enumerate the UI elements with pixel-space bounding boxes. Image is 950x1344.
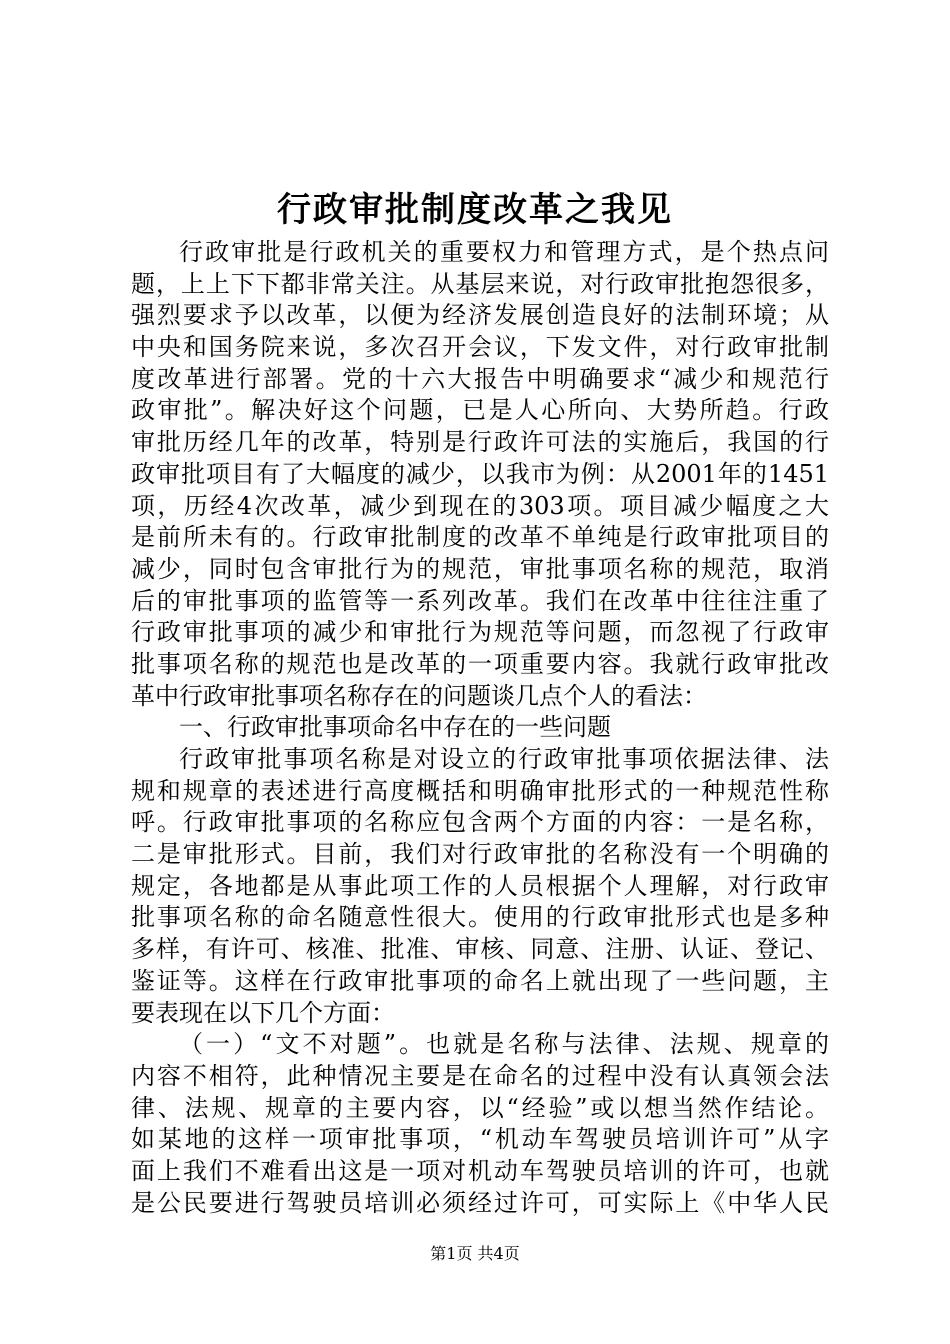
body-line: 规定，各地都是从事此项工作的人员根据个人理解，对行政审 xyxy=(131,871,829,900)
body-line: 后的审批事项的监管等一系列改革。我们在改革中往往注重了 xyxy=(131,586,829,615)
body-line: 如某地的这样一项审批事项，“机动车驾驶员培训许可”从字 xyxy=(131,1125,829,1154)
body-line: 批事项名称的命名随意性很大。使用的行政审批形式也是多种 xyxy=(131,903,829,932)
body-line: （一）“文不对题”。也就是名称与法律、法规、规章的 xyxy=(179,1030,829,1059)
page-footer: 第1页 共4页 xyxy=(430,1244,520,1263)
body-line: 内容不相符，此种情况主要是在命名的过程中没有认真领会法 xyxy=(131,1061,829,1090)
body-line: 要表现在以下几个方面： xyxy=(131,998,395,1027)
body-line: 律、法规、规章的主要内容，以“经验”或以想当然作结论。 xyxy=(131,1093,829,1122)
body-line: 中央和国务院来说，多次召开会议，下发文件，对行政审批制 xyxy=(131,333,829,362)
body-line: 政审批项目有了大幅度的减少，以我市为例：从2001年的1451 xyxy=(131,459,829,488)
body-line: 行政审批事项名称是对设立的行政审批事项依据法律、法 xyxy=(179,745,829,773)
body-line: 二是审批形式。目前，我们对行政审批的名称没有一个明确的 xyxy=(131,840,829,869)
document-body xyxy=(131,237,829,1219)
body-line: 多样，有许可、核准、批准、审核、同意、注册、认证、登记、 xyxy=(131,935,829,964)
body-line: 强烈要求予以改革，以便为经济发展创造良好的法制环境；从 xyxy=(131,301,829,330)
body-line: 鉴证等。这样在行政审批事项的命名上就出现了一些问题，主 xyxy=(131,966,829,995)
body-line: 减少，同时包含审批行为的规范，审批事项名称的规范，取消 xyxy=(131,554,829,583)
body-line: 项，历经4次改革，减少到现在的303项。项目减少幅度之大 xyxy=(131,491,829,520)
body-line: 是前所未有的。行政审批制度的改革不单纯是行政审批项目的 xyxy=(131,523,829,552)
body-line: 题，上上下下都非常关注。从基层来说，对行政审批抱怨很多， xyxy=(131,269,829,298)
body-line: 度改革进行部署。党的十六大报告中明确要求“减少和规范行 xyxy=(131,364,829,393)
body-line: 行政审批是行政机关的重要权力和管理方式，是个热点问 xyxy=(179,238,829,266)
body-line: 一、行政审批事项命名中存在的一些问题 xyxy=(179,713,611,742)
body-line: 行政审批事项的减少和审批行为规范等问题，而忽视了行政审 xyxy=(131,618,829,647)
body-line: 规和规章的表述进行高度概括和明确审批形式的一种规范性称 xyxy=(131,776,829,805)
body-line: 审批历经几年的改革，特别是行政许可法的实施后，我国的行 xyxy=(131,428,829,457)
body-line: 批事项名称的规范也是改革的一项重要内容。我就行政审批改 xyxy=(131,649,829,678)
body-line: 是公民要进行驾驶员培训必须经过许可，可实际上《中华人民 xyxy=(131,1188,829,1217)
body-line: 政审批”。解决好这个问题，已是人心所向、大势所趋。行政 xyxy=(131,396,829,425)
body-line: 革中行政审批事项名称存在的问题谈几点个人的看法： xyxy=(131,681,707,710)
document-title: 行政审批制度改革之我见 xyxy=(277,190,673,230)
body-line: 面上我们不难看出这是一项对机动车驾驶员培训的许可，也就 xyxy=(131,1156,829,1185)
body-line: 呼。行政审批事项的名称应包含两个方面的内容：一是名称， xyxy=(131,808,829,837)
